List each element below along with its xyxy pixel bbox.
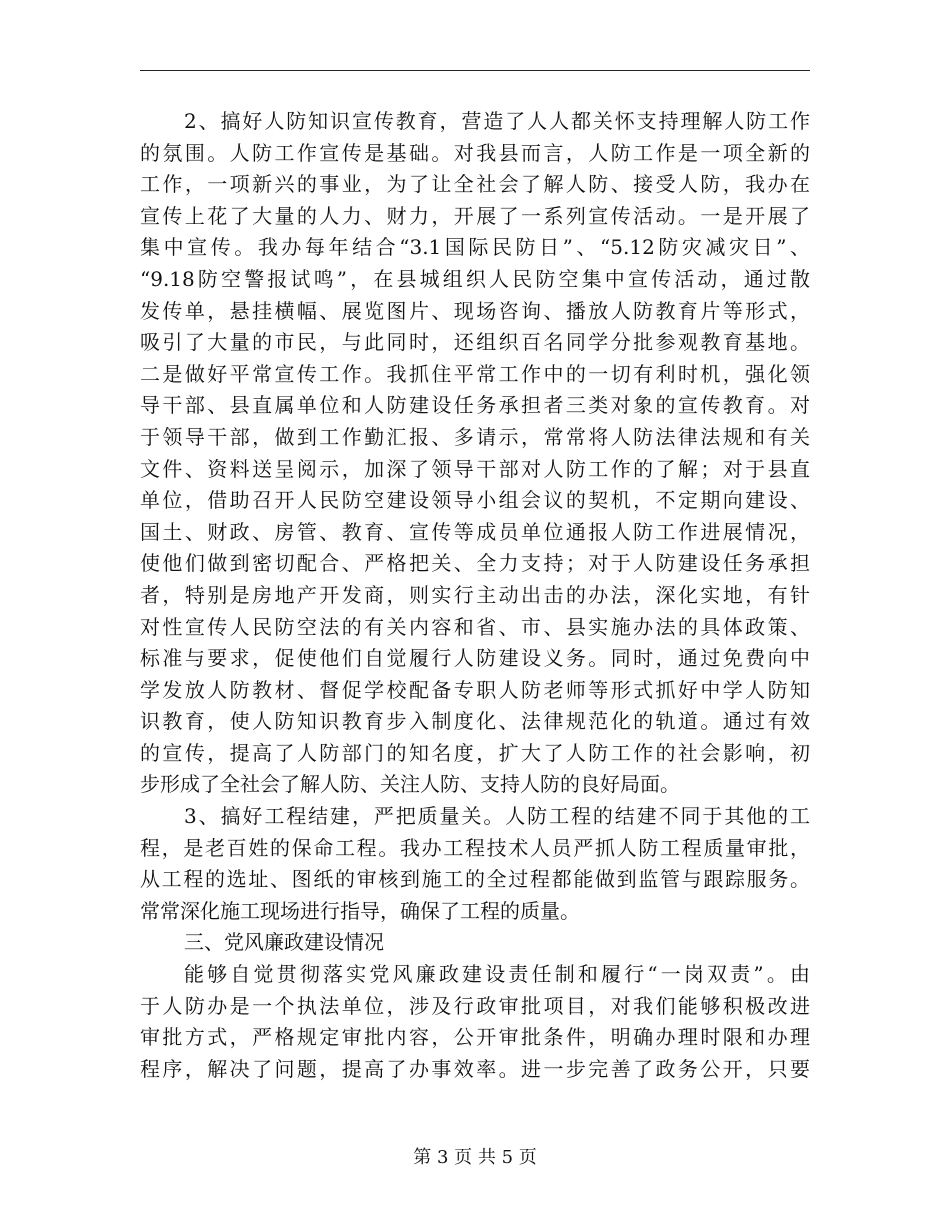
- text-line: 于人防办是一个执法单位，涉及行政审批项目，对我们能够积极改进: [140, 993, 810, 1018]
- header-rule: [140, 70, 810, 71]
- text-line: 的氛围。人防工作宣传是基础。对我县而言，人防工作是一项全新的: [140, 140, 810, 165]
- text-line: 3、搞好工程结建，严把质量关。人防工程的结建不同于其他的工: [184, 804, 810, 829]
- text-line: 吸引了大量的市民，与此同时，还组织百名同学分批参观教育基地。: [140, 330, 810, 355]
- text-line: “9.18防空警报试鸣”，在县城组织人民防空集中宣传活动，通过散: [140, 266, 810, 291]
- text-line: 使他们做到密切配合、严格把关、全力支持；对于人防建设任务承担: [140, 551, 810, 576]
- text-line: 宣传上花了大量的人力、财力，开展了一系列宣传活动。一是开展了: [140, 203, 810, 228]
- text-line: 于领导干部，做到工作勤汇报、多请示，常常将人防法律法规和有关: [140, 424, 810, 449]
- text-line: 2、搞好人防知识宣传教育，营造了人人都关怀支持理解人防工作: [184, 109, 810, 133]
- text-line: 工作，一项新兴的事业，为了让全社会了解人防、接受人防，我办在: [140, 172, 810, 197]
- text-line: 程，是老百姓的保命工程。我办工程技术人员严抓人防工程质量审批，: [140, 835, 810, 860]
- text-line: 文件、资料送呈阅示，加深了领导干部对人防工作的了解；对于县直: [140, 456, 810, 481]
- text-line: 二是做好平常宣传工作。我抓住平常工作中的一切有利时机，强化领: [140, 361, 810, 386]
- text-line: 从工程的选址、图纸的审核到施工的全过程都能做到监管与跟踪服务。: [140, 867, 810, 892]
- text-line: 学发放人防教材、督促学校配备专职人防老师等形式抓好中学人防知: [140, 677, 810, 702]
- text-line: 发传单，悬挂横幅、展览图片、现场咨询、播放人防教育片等形式，: [140, 298, 810, 323]
- text-line: 三、党风廉政建设情况: [184, 930, 384, 955]
- text-line: 国土、财政、房管、教育、宣传等成员单位通报人防工作进展情况，: [140, 519, 810, 544]
- text-line: 步形成了全社会了解人防、关注人防、支持人防的良好局面。: [140, 772, 680, 797]
- text-line: 单位，借助召开人民防空建设领导小组会议的契机，不定期向建设、: [140, 488, 810, 513]
- text-line: 标准与要求，促使他们自觉履行人防建设义务。同时，通过免费向中: [140, 646, 810, 671]
- text-line: 常常深化施工现场进行指导，确保了工程的质量。: [140, 898, 580, 923]
- page-footer: 第 3 页 共 5 页: [413, 1147, 537, 1168]
- text-line: 程序，解决了问题，提高了办事效率。进一步完善了政务公开，只要: [140, 1056, 810, 1081]
- text-line: 对性宣传人民防空法的有关内容和省、市、县实施办法的具体政策、: [140, 614, 810, 639]
- text-line: 者，特别是房地产开发商，则实行主动出击的办法，深化实地，有针: [140, 582, 810, 607]
- text-line: 能够自觉贯彻落实党风廉政建设责任制和履行“一岗双责”。由: [184, 962, 810, 987]
- document-body: [140, 106, 810, 1085]
- text-line: 集中宣传。我办每年结合“3.1国际民防日”、“5.12防灾减灾日”、: [140, 235, 810, 260]
- text-line: 的宣传，提高了人防部门的知名度，扩大了人防工作的社会影响，初: [140, 740, 810, 765]
- text-line: 导干部、县直属单位和人防建设任务承担者三类对象的宣传教育。对: [140, 393, 810, 418]
- text-line: 识教育，使人防知识教育步入制度化、法律规范化的轨道。通过有效: [140, 709, 810, 734]
- text-line: 审批方式，严格规定审批内容，公开审批条件，明确办理时限和办理: [140, 1025, 810, 1050]
